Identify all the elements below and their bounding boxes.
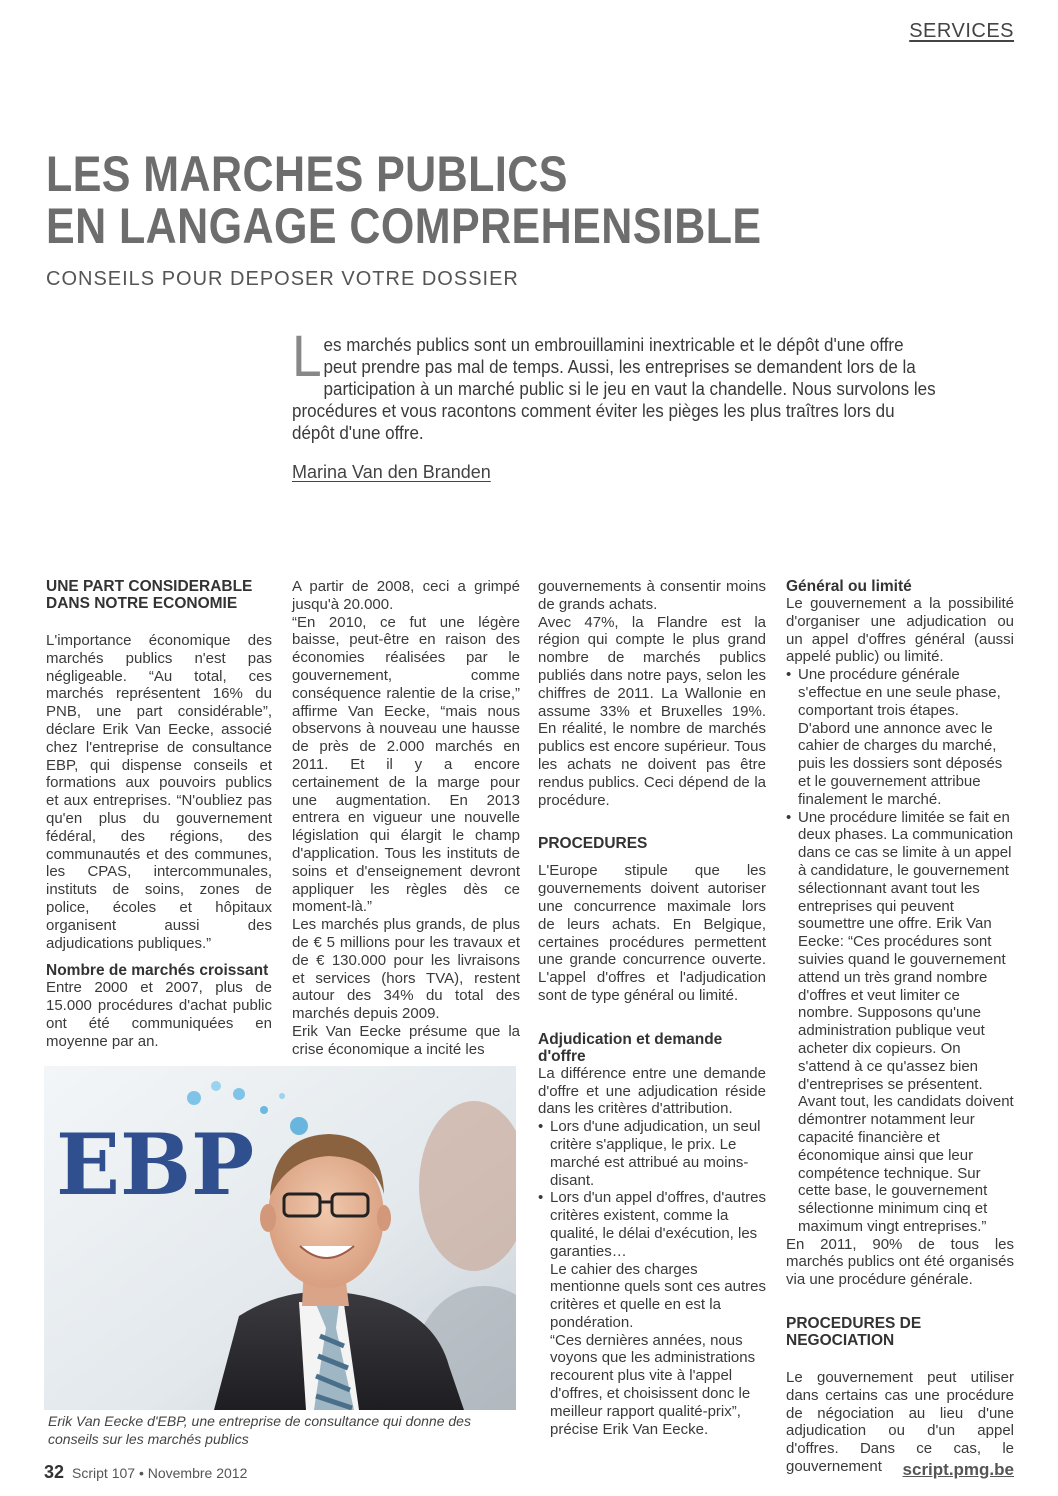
paragraph: gouvernements à consentir moins de grands achats. bbox=[538, 578, 766, 613]
drop-cap: L bbox=[292, 324, 322, 389]
photo-illustration bbox=[44, 1066, 516, 1410]
subheading-adjudication: Adjudication et demande d'offre bbox=[538, 1030, 723, 1065]
photo-caption: Erik Van Eecke d'EBP, une entreprise de consultance qui donne des conseils sur les marchés publics bbox=[48, 1413, 471, 1447]
section-tag: SERVICES bbox=[909, 20, 1014, 42]
paragraph: L'Europe stipule que les gouvernements doivent autoriser une concurrence maximale lors de leurs achats. En Belgique, certaines procédures permettent une grande concurrence ouverte. L'appel d'offres et l'adjudication sont de type général ou limité. bbox=[538, 862, 766, 1004]
subheading-general-limite: Général ou limité bbox=[786, 578, 912, 595]
portrait-photo bbox=[44, 1066, 516, 1410]
list-item: • Lors d'un appel d'offres, d'autres critères existent, comme la qualité, le délai d'exécution, les garanties… bbox=[538, 1189, 766, 1260]
heading-procedures: PROCEDURES bbox=[538, 835, 648, 853]
page-number: 32 bbox=[44, 1462, 65, 1482]
heading-procedures-negociation: PROCEDURES DE NEGOCIATION bbox=[786, 1315, 922, 1350]
paragraph: Entre 2000 et 2007, plus de 15.000 procédures d'achat public ont été communiquées en moyenne par an. bbox=[46, 979, 272, 1050]
lead-text: es marchés publics sont un embrouillamini inextricable et le dépôt d'une offre peut prendre pas mal de temps. Aussi, les entreprises se demandent lors de la participation à un marché public si le jeu en vaut la chandelle. Nous survolons les procédures et vous racontons comment éviter les pièges les plus traîtres lors du dépôt d'une offre. bbox=[292, 334, 936, 443]
bullet-list bbox=[786, 666, 1014, 1236]
column-1 bbox=[46, 578, 272, 1051]
column-4 bbox=[786, 578, 1014, 1476]
column-3 bbox=[538, 578, 766, 1438]
indented-paragraph: Le cahier des charges mentionne quels sont ces autres critères et quelle en est la pondération. bbox=[550, 1260, 766, 1331]
list-item: • Une procédure générale s'effectue en une seule phase, comportant trois étapes. D'abord une annonce avec le cahier de charges du marché, puis les dossiers sont déposés et le gouvernement attribue finalement le marché. bbox=[786, 666, 1014, 808]
heading-part-considerable: UNE PART CONSIDERABLE DANS NOTRE ECONOMIE bbox=[46, 578, 253, 612]
subheading-nombre-marches: Nombre de marchés croissant bbox=[46, 962, 269, 980]
bullet-list bbox=[538, 1118, 766, 1260]
indented-quote: “Ces dernières années, nous voyons que les administrations recourent plus vite à l'appel d'offres, et choisissent donc le meilleur rapport qualité-prix”, précise Erik Van Eecke. bbox=[550, 1331, 756, 1438]
issue-label: Script 107 • Novembre 2012 bbox=[72, 1465, 248, 1481]
paragraph: Avec 47%, la Flandre est la région qui compte le plus grand nombre de marchés publics publiés dans notre pays, selon les chiffres de 2011. La Wallonie en assume 33% et Bruxelles 19%. En réalité, le nombre de marchés publics est encore supérieur. Tous les achats ne doivent pas être rendus publics. Ceci dépend de la procédure. bbox=[538, 613, 766, 809]
article-subtitle: CONSEILS POUR DEPOSER VOTRE DOSSIER bbox=[46, 268, 519, 290]
list-item: • Une procédure limitée se fait en deux phases. La communication dans ce cas se limite à un appel à candidature, le gouvernement sélectionnant avant tout les entreprises qui peuvent soumettre une offre. Erik Van Eecke: “Ces procédures sont suivies quand le gouvernement attend un très grand nombre d'offres et veut limiter ce nombre. Supposons qu'une administration publique veut acheter dix copieurs. On s'attend à ce qu'assez bien d'entreprises se présentent. Avant tout, les candidats doivent démontrer notamment leur capacité financière et économique ainsi que leur compétence technique. Sur cette base, le gouvernement sélectionne minimum cinq et maximum vingt entreprises.” bbox=[786, 809, 1014, 1236]
paragraph: Le gouvernement a la possibilité d'organiser une adjudication ou un appel d'offres général (aussi appelé public) ou limité. bbox=[786, 595, 1014, 666]
paragraph: En 2011, 90% de tous les marchés publics ont été organisés via une procédure générale. bbox=[786, 1235, 1014, 1289]
ebp-logo: EBP bbox=[56, 1115, 255, 1214]
paragraph: La différence entre une demande d'offre et une adjudication réside dans les critères d'attribution. bbox=[538, 1064, 766, 1118]
paragraph: Le gouvernement peut utiliser dans certains cas une procédure de négociation au lieu d'une adjudication ou d'un appel d'offres. Dans ce cas, le gouvernement bbox=[786, 1369, 1014, 1476]
article-title bbox=[46, 148, 820, 252]
title-line-1: LES MARCHES PUBLICS bbox=[46, 146, 568, 202]
column-2 bbox=[292, 578, 520, 1059]
paragraph: Les marchés plus grands, de plus de € 5 millions pour les travaux et de € 130.000 pour les livraisons et services (hors TVA), restent autour des 34% du total des marchés depuis 2009. bbox=[292, 916, 520, 1023]
paragraph: “En 2010, ce fut une légère baisse, peut-être en raison des économies réalisées par le gouvernement, comme conséquence ralentie de la crise,” affirme Van Eecke, “mais nous observons à nouveau une hausse de près de 2.000 marchés en 2011. Et il y a encore certainement de la marge pour une augmentation. En 2013 entrera en vigueur une nouvelle législation qui élargit le champ d'application. Tous les instituts de soins et d'enseignement devront appliquer les règles dès ce moment-là.” bbox=[292, 613, 520, 916]
author-byline: Marina Van den Branden bbox=[292, 462, 491, 482]
website-link[interactable]: script.pmg.be bbox=[902, 1460, 1014, 1479]
paragraph: Erik Van Eecke présume que la crise économique a incité les bbox=[292, 1022, 520, 1058]
lead-paragraph bbox=[292, 324, 936, 444]
paragraph: L'importance économique des marchés publics n'est pas négligeable. “Au total, ces marchés représentent 16% du PNB, une part considérable”, déclare Erik Van Eecke, associé chez l'entreprise de consultance EBP, qui dispense conseils et formations aux pouvoirs publics et aux entreprises. “N'oubliez pas qu'en plus du gouvernement fédéral, des régions, des communautés et des communes, les CPAS, intercommunales, instituts de soins, zones de police, écoles et hôpitaux organisent aussi des adjudications publiques.” bbox=[46, 632, 272, 952]
list-item: • Lors d'une adjudication, un seul critère s'applique, le prix. Le marché est attribué au moins-disant. bbox=[538, 1118, 766, 1189]
footer-issue bbox=[44, 1462, 247, 1483]
title-line-2: EN LANGAGE COMPREHENSIBLE bbox=[46, 198, 762, 254]
paragraph: A partir de 2008, ceci a grimpé jusqu'à 20.000. bbox=[292, 578, 520, 613]
